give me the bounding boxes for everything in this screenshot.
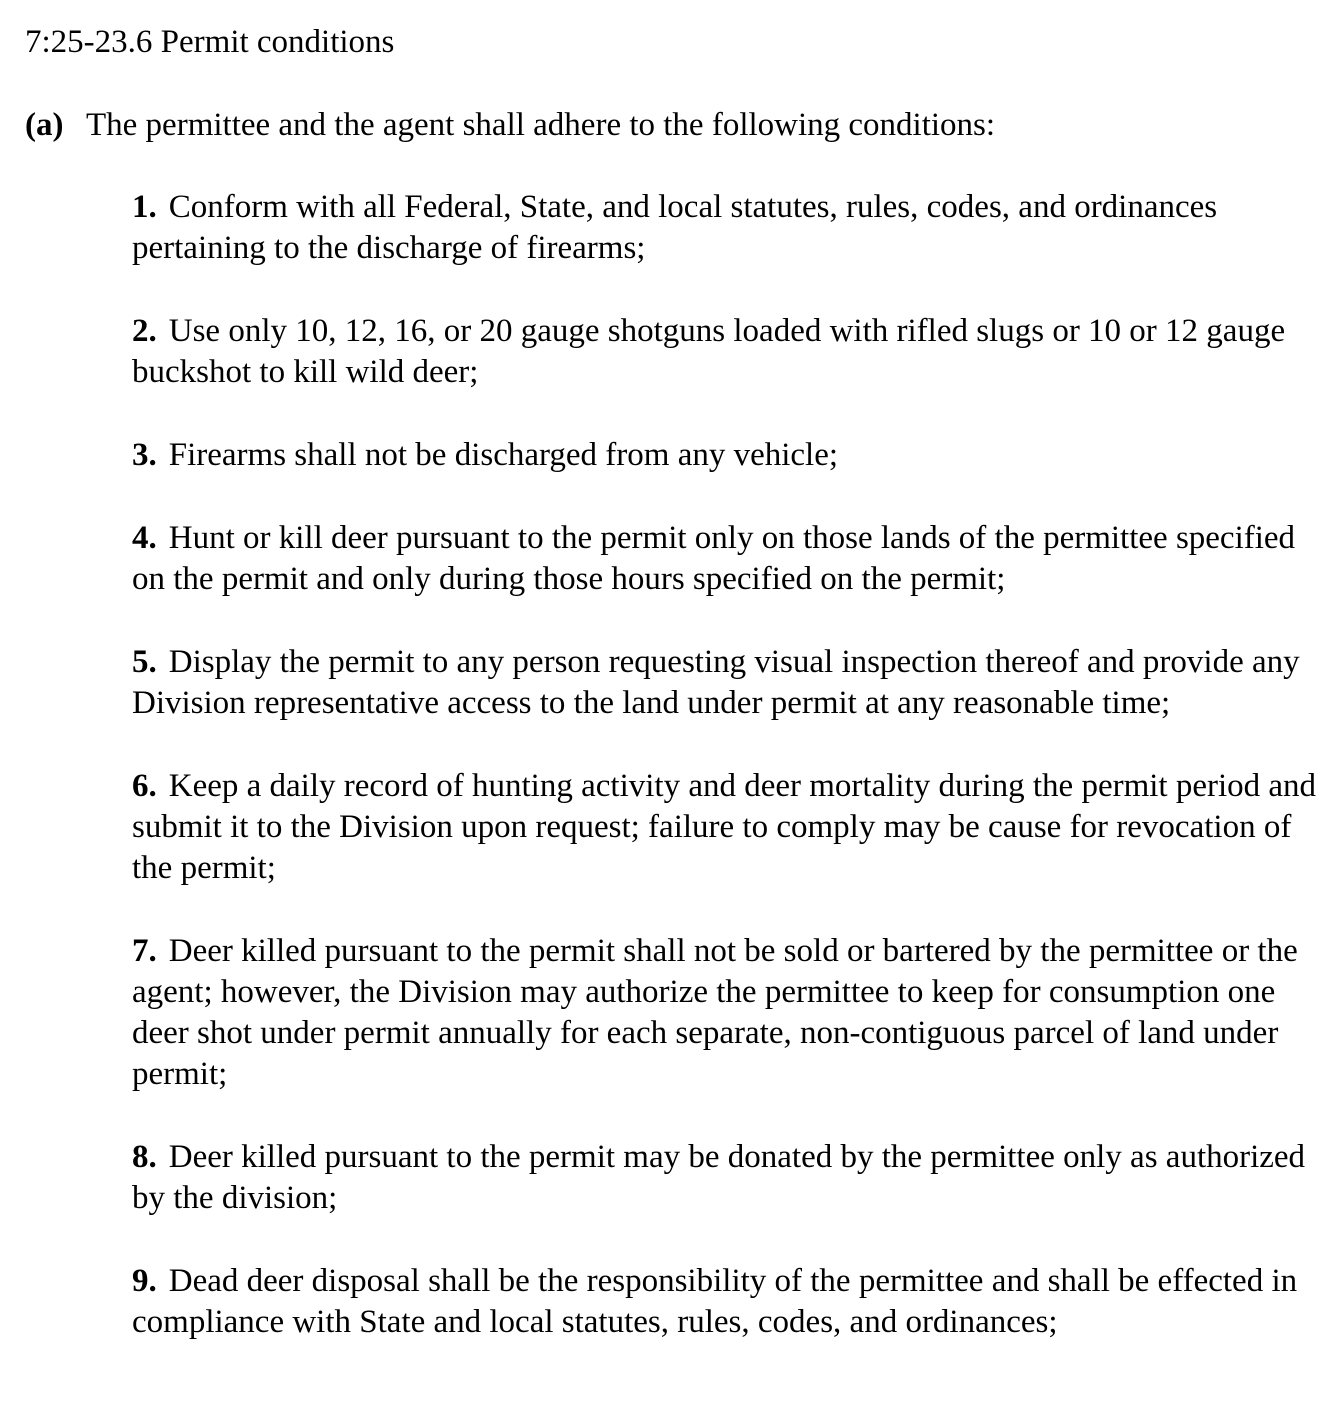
- condition-item: [132, 435, 1322, 476]
- condition-text: Firearms shall not be discharged from any vehicle;: [168, 437, 839, 473]
- condition-text: Dead deer disposal shall be the responsibility of the permittee and shall be effected in compliance with State and local statutes, rules, codes, and ordinances;: [132, 1263, 1298, 1340]
- condition-item: [132, 931, 1322, 1095]
- condition-number: 7.: [132, 933, 157, 969]
- condition-number: 6.: [132, 768, 157, 804]
- condition-text: Hunt or kill deer pursuant to the permit only on those lands of the permittee specified on the permit and only during those hours specified on the permit;: [132, 520, 1296, 597]
- condition-number: 3.: [132, 437, 157, 473]
- conditions-list: [132, 187, 1322, 1385]
- subsection-text: The permittee and the agent shall adhere to the following conditions:: [86, 107, 996, 143]
- condition-number: 9.: [132, 1263, 157, 1299]
- condition-number: 2.: [132, 313, 157, 349]
- condition-text: Display the permit to any person requesting visual inspection thereof and provide any Division representative access to the land under permit at any reasonable time;: [132, 644, 1300, 721]
- condition-text: Deer killed pursuant to the permit shall not be sold or bartered by the permittee or the agent; however, the Division may authorize the permittee to keep for consumption one deer shot under permit annually for each separate, non-contiguous parcel of land under permit;: [132, 933, 1298, 1092]
- condition-item: [132, 1137, 1322, 1219]
- condition-item: [132, 642, 1322, 724]
- condition-text: Deer killed pursuant to the permit may be donated by the permittee only as authorized by the division;: [132, 1139, 1306, 1216]
- condition-number: 4.: [132, 520, 157, 556]
- condition-number: 5.: [132, 644, 157, 680]
- condition-number: 8.: [132, 1139, 157, 1175]
- condition-item: [132, 518, 1322, 600]
- condition-item: [132, 311, 1322, 393]
- condition-text: Use only 10, 12, 16, or 20 gauge shotguns loaded with rifled slugs or 10 or 12 gauge buckshot to kill wild deer;: [132, 313, 1286, 390]
- condition-item: [132, 187, 1322, 269]
- condition-text: Keep a daily record of hunting activity and deer mortality during the permit period and submit it to the Division upon request; failure to comply may be cause for revocation of the permit;: [132, 768, 1317, 886]
- condition-number: 1.: [132, 189, 157, 225]
- condition-item: [132, 1261, 1322, 1343]
- section-heading: 7:25-23.6 Permit conditions: [25, 24, 395, 60]
- condition-text: Conform with all Federal, State, and local statutes, rules, codes, and ordinances pertaining to the discharge of firearms;: [132, 189, 1218, 266]
- condition-item: [132, 766, 1322, 889]
- subsection-a: [25, 105, 995, 146]
- subsection-label: (a): [25, 107, 64, 143]
